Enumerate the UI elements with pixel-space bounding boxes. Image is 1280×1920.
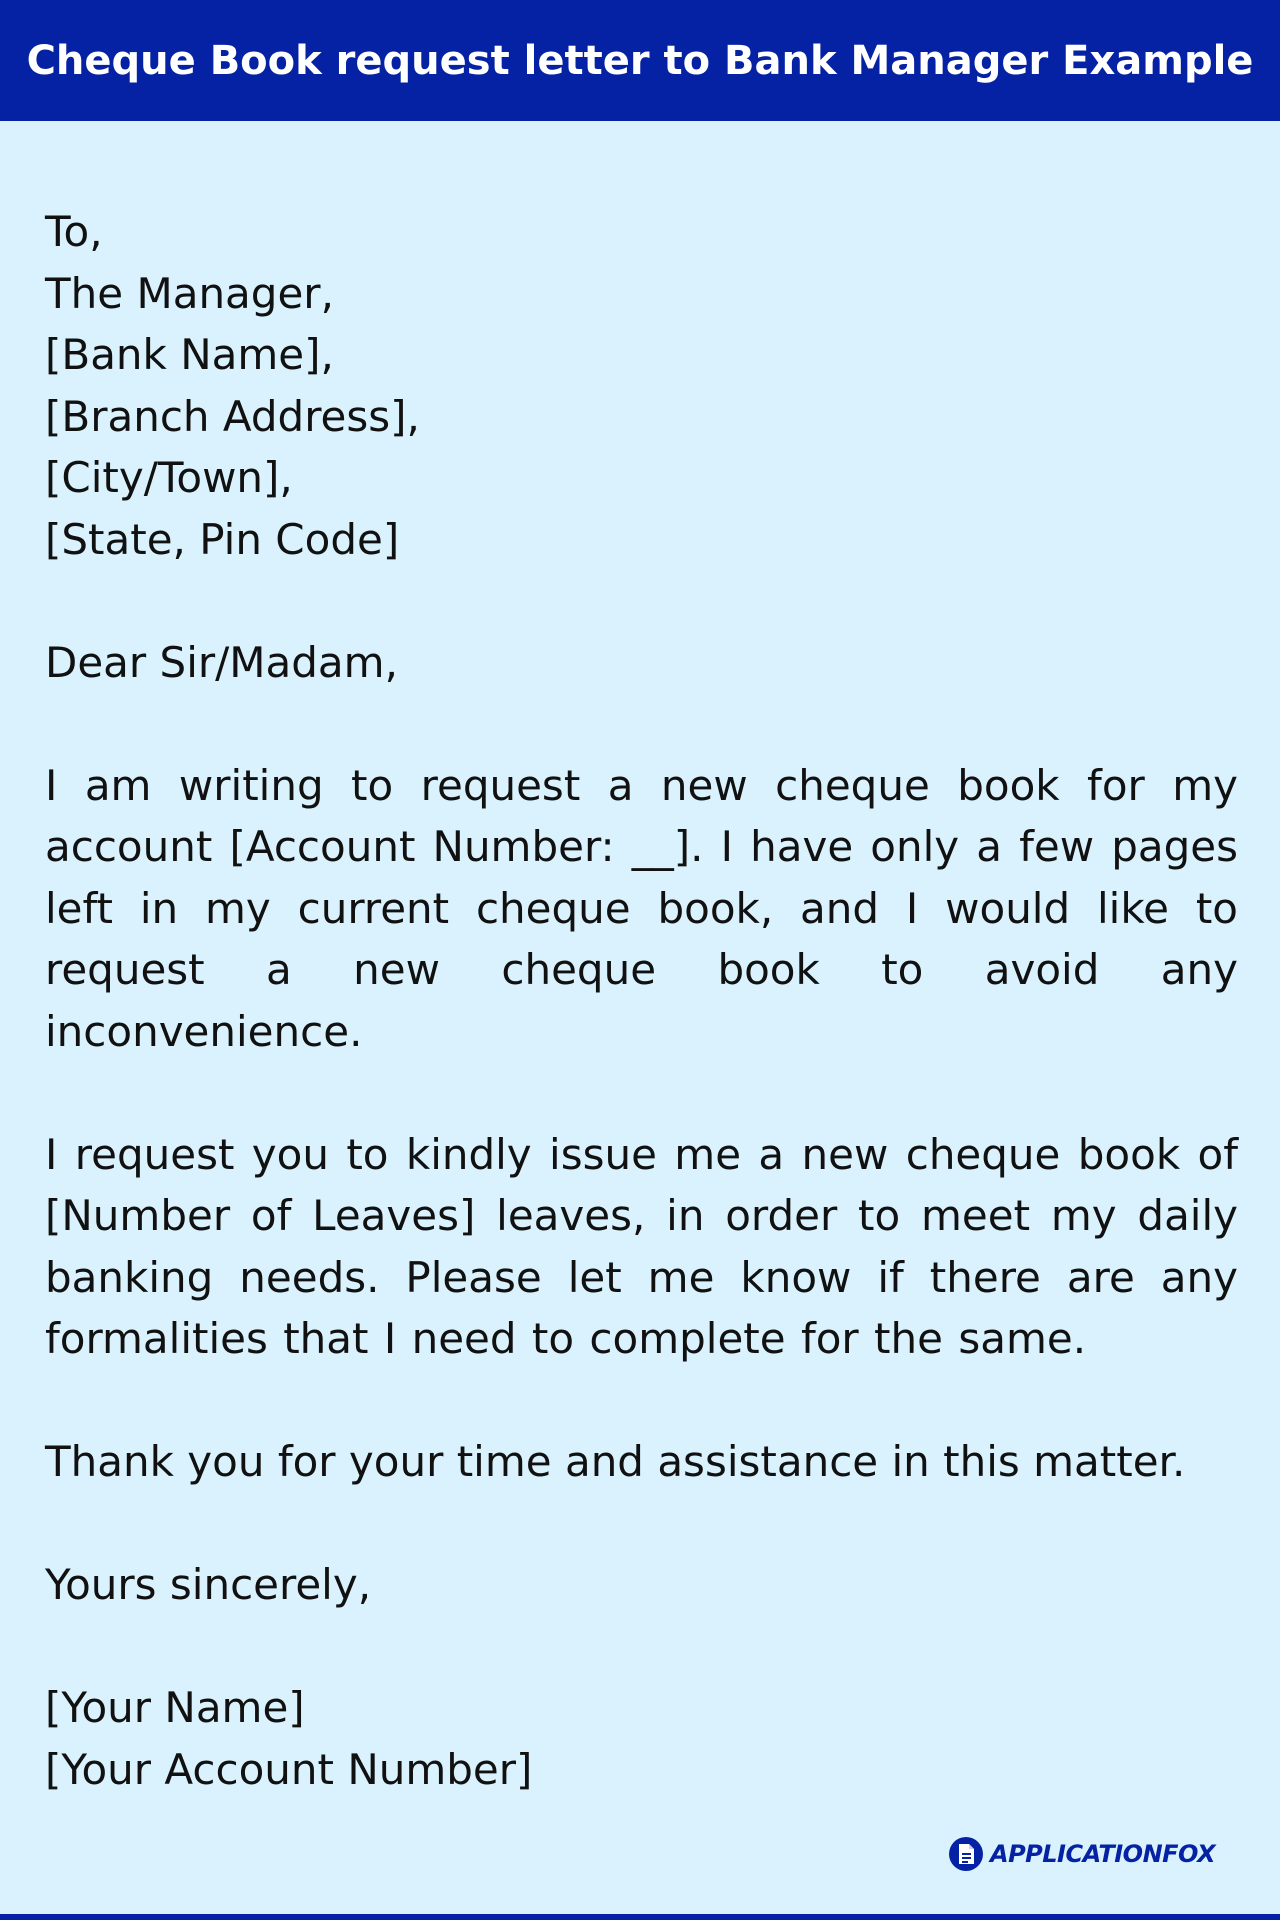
address-line: [Branch Address], [45,391,420,441]
signature-name: [Your Name] [45,1683,305,1732]
paragraph-details: I request you to kindly issue me a new cheque book of [Number of Leaves] leaves, in order to meet my daily banking needs. Please let me know if there are any formalities that I need to complete for the same. [45,1129,1238,1363]
signature-block [45,1677,1238,1800]
recipient-address [45,201,1238,570]
address-line: To, [45,207,103,256]
thanks-line: Thank you for your time and assistance in this matter. [45,1437,1186,1486]
closing: Yours sincerely, [45,1560,372,1609]
bottom-border [0,1914,1280,1920]
address-line: [City/Town], [45,453,293,502]
applicationfox-logo [948,1836,1215,1872]
document-icon [948,1836,984,1872]
logo-text: APPLICATIONFOX [990,1840,1216,1868]
address-line: [State, Pin Code] [45,514,400,564]
letter-body [45,201,1238,1800]
signature-account: [Your Account Number] [45,1744,533,1794]
header-bar [0,0,1280,121]
salutation: Dear Sir/Madam, [45,637,398,687]
address-line: The Manager, [45,268,334,318]
page-title: Cheque Book request letter to Bank Manager Example [26,37,1254,84]
paragraph-request: I am writing to request a new cheque book for my account [Account Number: __]. I have only a few pages left in my current cheque book, and I would like to request a new cheque book to avoid any inconvenience. [45,760,1238,1056]
address-line: [Bank Name], [45,330,334,379]
